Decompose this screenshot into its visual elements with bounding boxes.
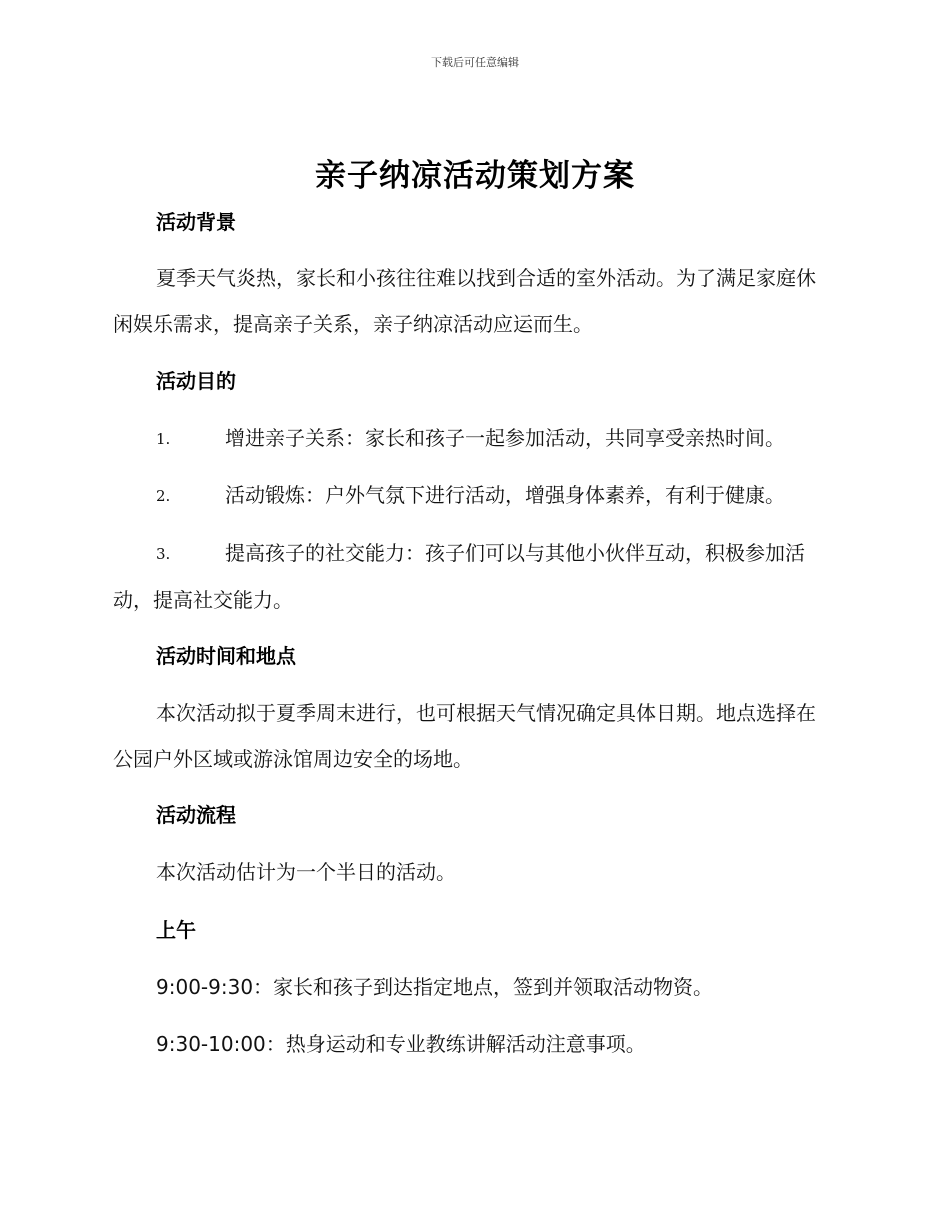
schedule-entry: 9:30-10:00：热身运动和专业教练讲解活动注意事项。 [156, 1032, 646, 1056]
section-heading-morning: 上午 [156, 918, 196, 942]
list-text: 增进亲子关系：家长和孩子一起参加活动，共同享受亲热时间。 [225, 426, 785, 450]
list-number: 3. [156, 545, 171, 563]
process-paragraph: 本次活动估计为一个半日的活动。 [156, 860, 456, 884]
list-text: 提高孩子的社交能力：孩子们可以与其他小伙伴互动，积极参加活动，提高社交能力。 [113, 541, 805, 612]
list-number: 1. [156, 430, 171, 448]
document-title: 亲子纳凉活动策划方案 [315, 158, 635, 194]
list-text: 活动锻炼：户外气氛下进行活动，增强身体素养，有利于健康。 [225, 483, 785, 507]
section-heading-process: 活动流程 [156, 803, 236, 827]
list-number: 2. [156, 487, 171, 505]
list-item [113, 530, 835, 623]
section-heading-time-place: 活动时间和地点 [156, 644, 296, 668]
list-item [113, 415, 835, 462]
section-heading-background: 活动背景 [156, 210, 236, 234]
section-heading-purpose: 活动目的 [156, 369, 236, 393]
header-note: 下载后可任意编辑 [431, 56, 519, 69]
time-place-paragraph: 本次活动拟于夏季周末进行，也可根据天气情况确定具体日期。地点选择在公园户外区域或游泳馆周边安全的场地。 [113, 701, 816, 771]
schedule-entry: 9:00-9:30：家长和孩子到达指定地点，签到并领取活动物资。 [156, 975, 714, 999]
list-item [113, 472, 835, 519]
background-paragraph: 夏季天气炎热，家长和小孩往往难以找到合适的室外活动。为了满足家庭休闲娱乐需求，提高亲子关系，亲子纳凉活动应运而生。 [113, 266, 816, 336]
